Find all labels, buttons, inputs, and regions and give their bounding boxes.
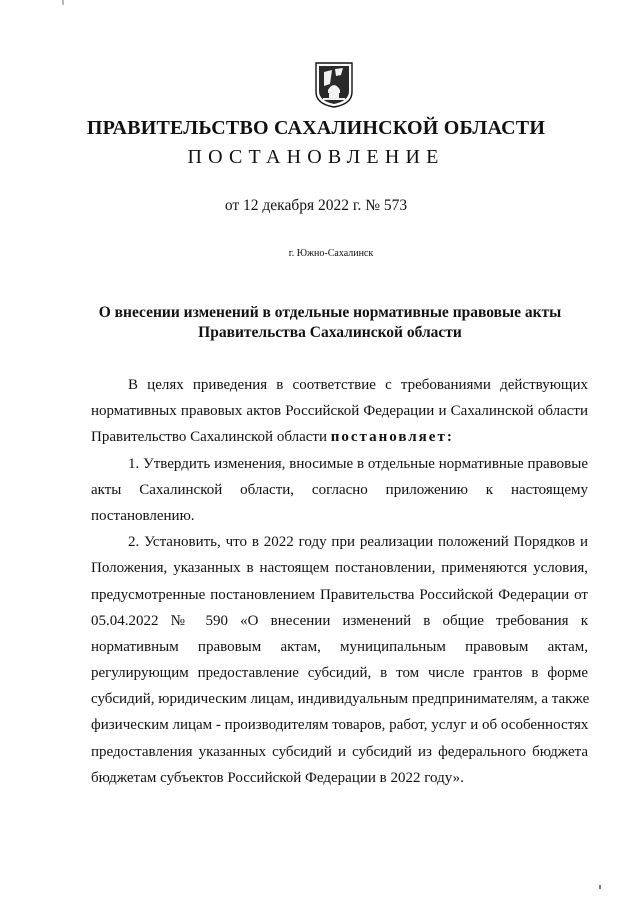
item-1-paragraph — [91, 451, 588, 530]
text-line — [91, 424, 588, 450]
text-line: физическим лицам - производителям товаров, работ, услуг и об особенностях — [91, 717, 589, 734]
text-line: 1. Утвердить изменения, вносимые в отдельные нормативные правовые — [128, 455, 588, 472]
text-line: В целях приведения в соответствие с требованиями действующих — [128, 377, 588, 393]
date-number: от 12 декабря 2022 г. № 573 — [224, 197, 408, 214]
document-title — [80, 303, 580, 343]
item-2-paragraph — [91, 529, 588, 791]
government-name: ПРАВИТЕЛЬСТВО САХАЛИНСКОЙ ОБЛАСТИ — [86, 117, 546, 139]
intro-paragraph — [91, 372, 588, 451]
scan-mark — [599, 885, 601, 889]
scan-mark — [62, 0, 64, 5]
text-fragment: Правительство Сахалинской области — [91, 429, 331, 446]
city-name: г. Южно-Сахалинск — [288, 248, 374, 259]
document-body — [91, 372, 588, 791]
text-line: предоставления указанных субсидий и субсидий из федерального бюджета — [91, 743, 588, 760]
text-line: постановлению. — [91, 507, 195, 524]
title-line: О внесении изменений в отдельные нормативные правовые акты — [98, 304, 562, 321]
text-line: регулирующим предоставление субсидий, в том числе грантов в форме — [91, 665, 588, 682]
text-line: бюджетам субъектов Российской Федерации в 2022 году». — [91, 769, 464, 786]
text-line: субсидий, юридическим лицам, индивидуальным предпринимателям, а также — [91, 691, 590, 708]
text-line: нормативных правовых актов Российской Федерации и Сахалинской области — [91, 403, 588, 420]
coat-of-arms-icon — [315, 62, 353, 108]
text-line: предусмотренные постановлением Правительства Российской Федерации от — [91, 586, 588, 603]
text-line: акты Сахалинской области, согласно приложению к настоящему — [91, 481, 588, 498]
text-line: нормативным правовым актам, муниципальным правовым актам, — [91, 638, 588, 655]
document-type: ПОСТАНОВЛЕНИЕ — [187, 146, 445, 168]
text-line: 2. Установить, что в 2022 году при реализации положений Порядков и — [128, 534, 588, 551]
text-line: 05.04.2022 № 590 «О внесении изменений в общие требования к — [91, 612, 588, 629]
emphasis-word: постановляет: — [330, 429, 454, 446]
title-line: Правительства Сахалинской области — [198, 324, 462, 341]
text-line: Положения, указанных в настоящем постановлении, применяются условия, — [91, 560, 588, 577]
